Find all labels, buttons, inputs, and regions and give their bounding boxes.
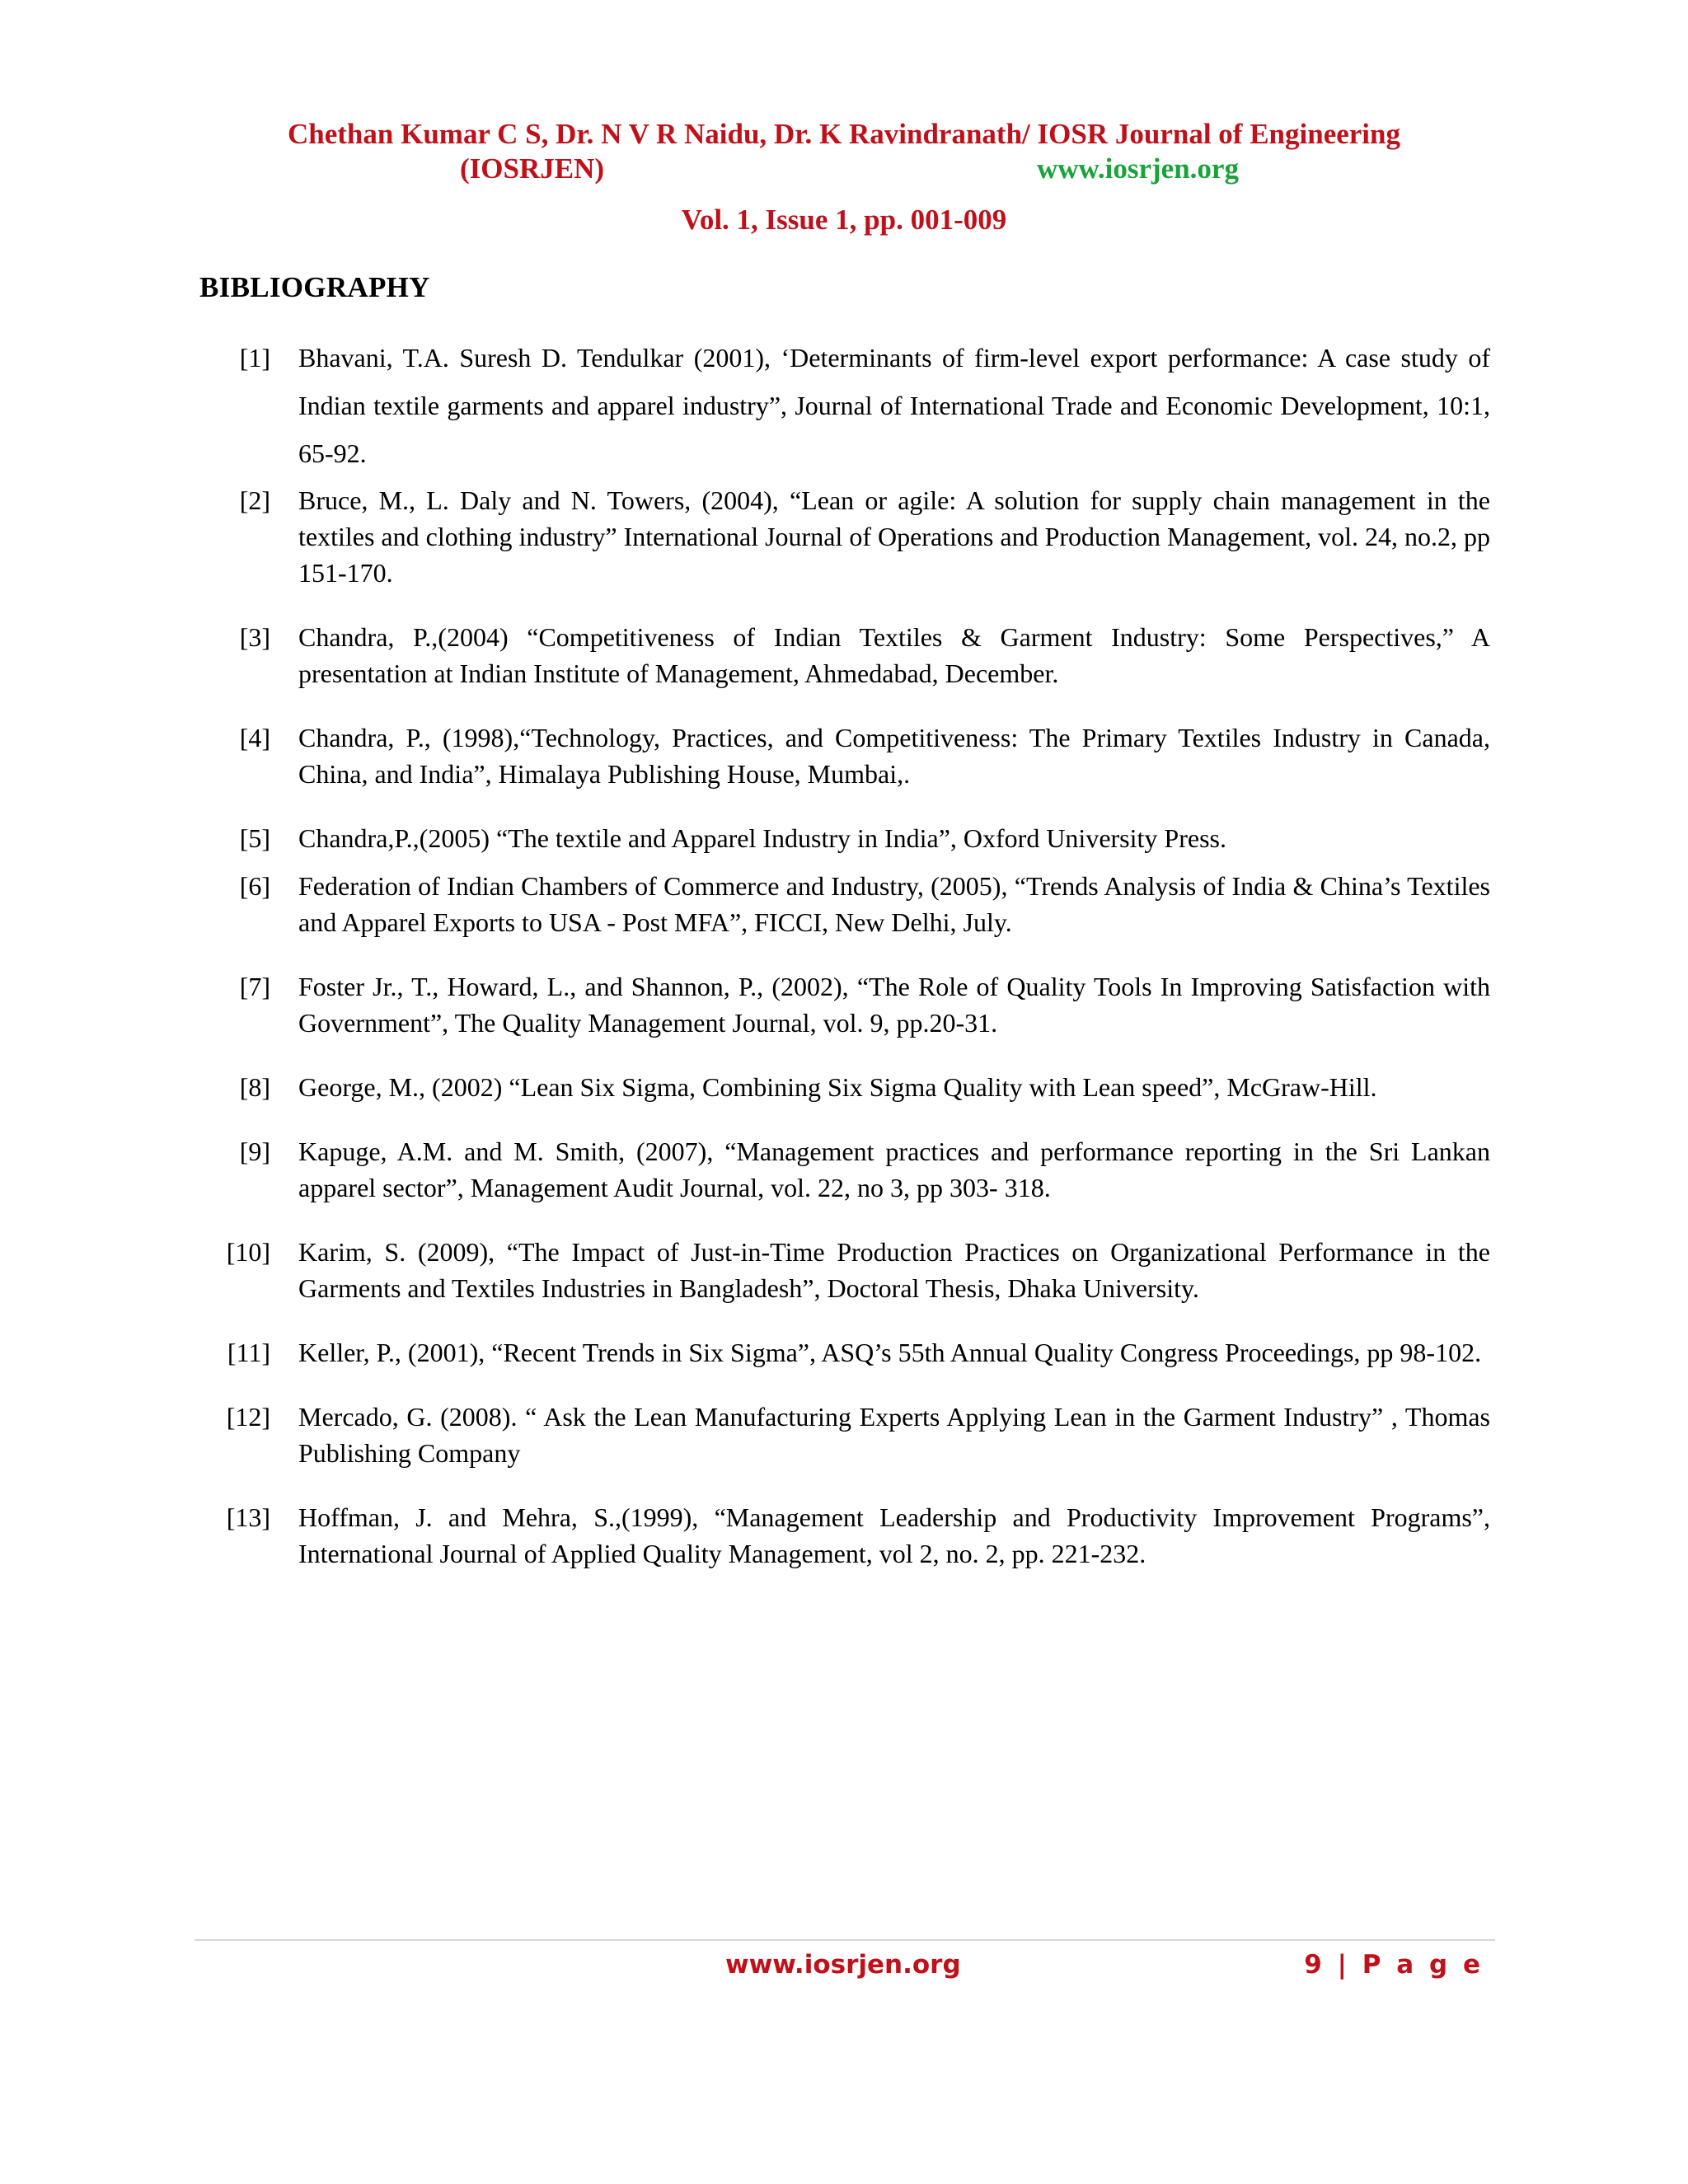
reference-text: George, M., (2002) “Lean Six Sigma, Combining Six Sigma Quality with Lean speed”, McGraw-Hill. [298,1072,1377,1102]
reference-item [199,482,1490,591]
reference-item [199,820,1490,856]
reference-number: [3] [239,622,270,652]
reference-number: [11] [227,1338,270,1367]
reference-text: Chandra, P., (1998),“Technology, Practices, and Competitiveness: The Primary Textiles Industry in Canada, China, and India”, Himalaya Publishing House, Mumbai,. [298,723,1490,789]
reference-text: Hoffman, J. and Mehra, S.,(1999), “Management Leadership and Productivity Improvement Programs”, International Journal of Applied Quality Management, vol 2, no. 2, pp. 221-232. [298,1502,1490,1568]
footer-page-number: 9 | P a g e [1304,1950,1484,1980]
reference-number: [4] [239,723,270,752]
reference-item [199,619,1490,691]
reference-number: [13] [226,1502,270,1532]
reference-item [199,1399,1490,1471]
reference-number: [5] [239,823,270,853]
footer-website-link[interactable]: www.iosrjen.org [725,1950,961,1980]
reference-number: [6] [239,871,270,901]
reference-text: Federation of Indian Chambers of Commerce and Industry, (2005), “Trends Analysis of India & China’s Textiles and Apparel Exports to USA - Post MFA”, FICCI, New Delhi, July. [298,871,1490,937]
reference-number: [8] [239,1072,270,1102]
header-volume-issue: Vol. 1, Issue 1, pp. 001-009 [681,204,1007,236]
reference-number: [10] [226,1237,270,1267]
reference-text: Chandra, P.,(2004) “Competitiveness of Indian Textiles & Garment Industry: Some Perspectives,” A presentation at Indian Institute of Management, Ahmedabad, December. [298,622,1490,688]
reference-number: [12] [226,1402,270,1432]
reference-text: Chandra,P.,(2005) “The textile and Apparel Industry in India”, Oxford University Press. [298,823,1226,853]
reference-number: [2] [239,485,270,515]
reference-item [199,719,1490,792]
reference-text: Bhavani, T.A. Suresh D. Tendulkar (2001), ‘Determinants of firm-level export performance: A case study of Indian textile garments and apparel industry”, Journal of International Trade and Economic Development, 10:1, 65-92. [298,343,1490,468]
reference-item [199,1234,1490,1306]
reference-text: Keller, P., (2001), “Recent Trends in Six Sigma”, ASQ’s 55th Annual Quality Congress Proceedings, pp 98-102. [298,1338,1482,1367]
reference-number: [9] [239,1137,270,1166]
reference-text: Bruce, M., L. Daly and N. Towers, (2004), “Lean or agile: A solution for supply chain management in the textiles and clothing industry” International Journal of Operations and Production Management, vol. 24, no.2, pp 151-170. [298,485,1490,588]
reference-item [199,868,1490,940]
header-website-link[interactable]: www.iosrjen.org [1037,152,1239,185]
reference-item [199,1334,1490,1371]
reference-number: [7] [239,972,270,1001]
reference-item [199,968,1490,1041]
reference-item [199,1069,1490,1105]
reference-item [199,1499,1490,1572]
header-journal-abbr: (IOSRJEN) [460,152,605,185]
reference-text: Foster Jr., T., Howard, L., and Shannon, P., (2002), “The Role of Quality Tools In Improving Satisfaction with Government”, The Quality Management Journal, vol. 9, pp.20-31. [298,972,1490,1038]
reference-text: Mercado, G. (2008). “ Ask the Lean Manufacturing Experts Applying Lean in the Garment Industry” , Thomas Publishing Company [298,1402,1490,1468]
header-authors-journal: Chethan Kumar C S, Dr. N V R Naidu, Dr. K Ravindranath/ IOSR Journal of Engineering [287,118,1400,150]
reference-text: Kapuge, A.M. and M. Smith, (2007), “Management practices and performance reporting in the Sri Lankan apparel sector”, Management Audit Journal, vol. 22, no 3, pp 303- 318. [298,1137,1490,1202]
reference-list [199,334,1490,1572]
reference-item [199,334,1490,477]
footer-divider [195,1939,1495,1941]
reference-item [199,1133,1490,1206]
reference-text: Karim, S. (2009), “The Impact of Just-in-Time Production Practices on Organizational Performance in the Garments and Textiles Industries in Bangladesh”, Doctoral Thesis, Dhaka University. [298,1237,1490,1303]
reference-number: [1] [239,343,270,373]
bibliography-heading: BIBLIOGRAPHY [199,271,430,303]
